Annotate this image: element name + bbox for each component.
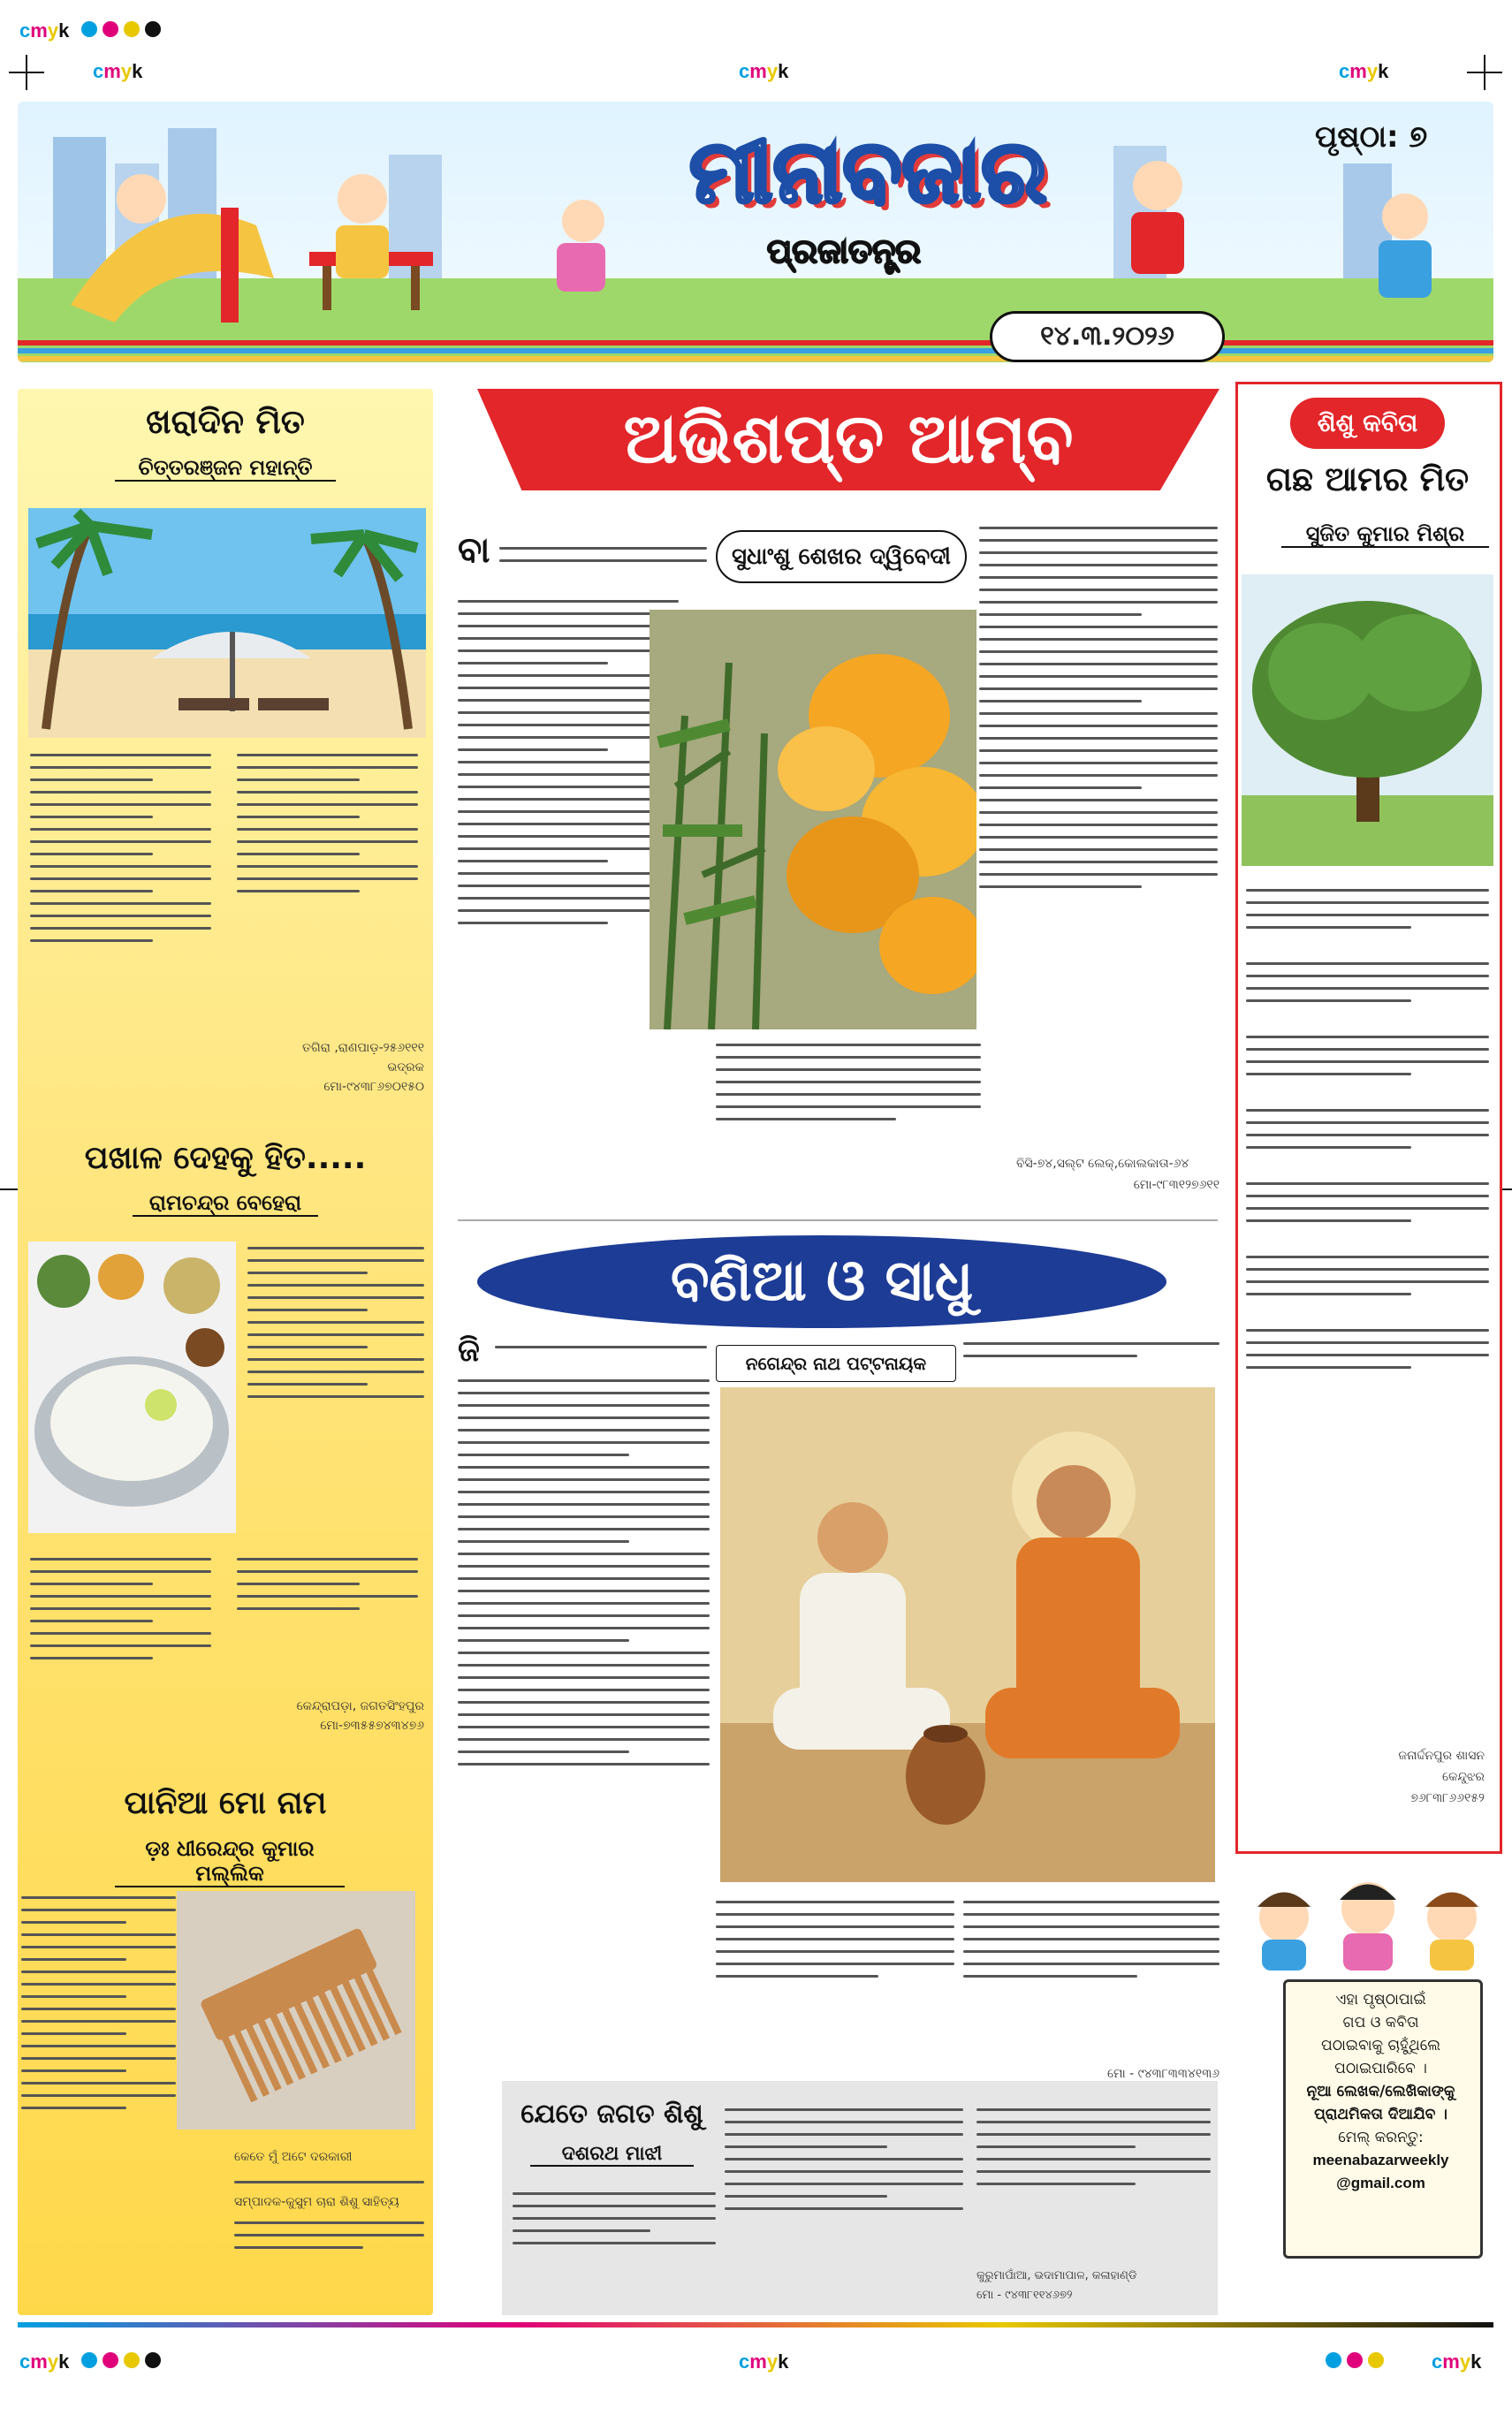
poem-title: ପାନିଆ ମୋ ନାମ [124,1785,327,1821]
poem-credit: କେନ୍ଦ୍ରାପଡ଼ା, ଜଗତସିଂହପୁର ମୋ-୭୩୫୫୭୪୩୪୭୬ [296,1699,424,1733]
article-text-col1 [458,1370,710,2085]
cmyk-mark-left: cmyk [93,60,143,82]
crosshair-mark [1467,55,1502,90]
tree-image [1242,574,1493,866]
poem-title: ଖରାଦିନ ମିତ [146,402,305,441]
footer-color-bar [18,2322,1493,2327]
article-text-col2 [979,517,1218,1224]
crosshair-mark [9,55,44,90]
color-dots-bottom-right [1326,2352,1389,2372]
poem-author: ଚିତ୍ତରଞ୍ଜନ ମହାନ୍ତି [115,455,336,482]
poem-credit: କୁରୁମାପାଁଆ, ଭଦାମାପାଳ, କଳାହାଣ୍ଡି ମୋ - ୯୪୩୮୧୧୪୬୭୨ [976,2269,1137,2302]
kids-illustration [1235,1864,1497,1971]
article-text [495,1336,707,1371]
article-credit: ବିସି-୭୪,ସଲ୍ଟ ଲେକ୍,କୋଲକାତା-୬୪ ମୋ-୯୮୩୧୨୭୬୧୧ [1016,1157,1219,1192]
poem-body-col1 [21,1887,176,2306]
article-headline: ଅଭିଶପ୍ତ ଆମ୍ବ [623,399,1074,479]
article-text-col-middle [716,1034,981,1202]
dropcap: ବା [458,530,490,571]
cmyk-mark-bottom-right: cmyk [1432,2350,1482,2373]
article-author: ସୁଧାଂଶୁ ଶେଖର ଦ୍ୱିବେଦୀ [716,530,967,583]
cmyk-mark-top-left: cmyk [19,19,70,42]
poem-body-col2 [725,2099,963,2311]
poem-body-col1 [513,2183,716,2311]
poem-author: ଦଶରଥ ମାଝୀ [530,2143,694,2167]
poem-credit: ତଗିରା ,ରାଣପାଡ଼-୨୫୬୧୧୧ ଭଦ୍ରକ ମୋ-୯୪୩୮୬୭୦୧୫୦ [302,1041,424,1094]
article-author: ନଗେନ୍ଦ୍ର ନାଥ ପଟ୍ଟନାୟକ [716,1345,956,1382]
divider [458,1219,1218,1221]
page-number: ପୃଷ୍ଠା: ୭ [1315,119,1428,155]
section-label: ଶିଶୁ କବିତା [1290,398,1445,449]
poem-title: ଗଛ ଆମର ମିତ [1265,459,1470,498]
issue-date: ୧୪.୩.୨୦୨୬ [990,311,1225,362]
color-dots-bottom [81,2352,166,2372]
poem-body-col2 [237,1548,418,1681]
poem-body-col1 [30,744,211,1106]
poem-title: ଯେତେ ଜଗତ ଶିଶୁ [520,2099,703,2130]
article-credit: ମୋ - ୯୪୩୮୩୩୪୧୩୬ [1107,2067,1219,2081]
poem-credit: କେତେ ମୁଁ ଅଟେ ଦରକାରୀ ସମ୍ପାଦକ-କୁସୁମ ଚାରା ଶିଶୁ ସାହିତ୍ୟ [234,2147,424,2302]
poem-body-col2 [237,744,418,1027]
merchant-sage-image [720,1387,1215,1882]
cmyk-mark-center: cmyk [739,60,789,82]
comb-image [177,1891,415,2130]
email-address[interactable]: meenabazarweekly @gmail.com [1312,2152,1449,2191]
beach-image [28,508,426,738]
notice-text: ଏହା ପୃଷ୍ଠାପାଇଁ ଗପ ଓ କବିତା ପଠାଇବାକୁ ଚାହୁଁଥିଲେ ପଠାଇପାରିବେ । ନୂଆ ଲେଖକ/ଲେଖିକାଙ୍କୁ ପ୍ରାଥମିକତା ଦିଆଯିବ । ମେଲ୍ କରନ୍ତୁ: meenabazarweekly @gmail.com [1286,1988,1476,2195]
poem-body [1246,879,1489,1674]
masthead-title: ମୀନାବଜାର [689,122,1047,223]
cmyk-mark-right: cmyk [1339,60,1389,82]
poem-author: ଡ଼ଃ ଧୀରେନ୍ଦ୍ର କୁମାର ମଲ୍ଲିକ [115,1836,345,1887]
article-text-col2 [963,1891,1219,2085]
article-headline: ବଣିଆ ଓ ସାଧୁ [670,1249,974,1314]
poem-author: ସୁଜିତ କୁମାର ମିଶ୍ର [1281,521,1489,548]
pakhala-image [28,1242,236,1533]
masthead-subtitle: ପ୍ରଜାତନ୍ତ୍ର [766,232,922,270]
cmyk-mark-bottom-center: cmyk [739,2350,789,2373]
article-text-col1 [458,590,679,1209]
color-dots-top [81,21,166,41]
article-text [499,537,707,590]
poem-body-col2 [247,1237,424,1538]
dropcap: ଜି [458,1333,480,1369]
poem-author: ରାମଚନ୍ଦ୍ର ବେହେରା [133,1190,318,1217]
poem-title: ପଖାଳ ଦେହକୁ ହିତ..... [84,1140,367,1176]
cmyk-mark-bottom-left: cmyk [19,2350,70,2373]
article-text-col-middle [716,1891,954,2077]
article-text [963,1333,1219,1377]
poem-body-col1 [30,1548,211,1769]
poem-credit: ଜନାର୍ଦ୍ଦନପୁର ଶାସନ କେନ୍ଦୁଝର ୭୬୮୩୮୬୬୧୫୨ [1398,1749,1485,1805]
poem-body-col3 [976,2099,1211,2267]
mango-image [650,610,976,1029]
